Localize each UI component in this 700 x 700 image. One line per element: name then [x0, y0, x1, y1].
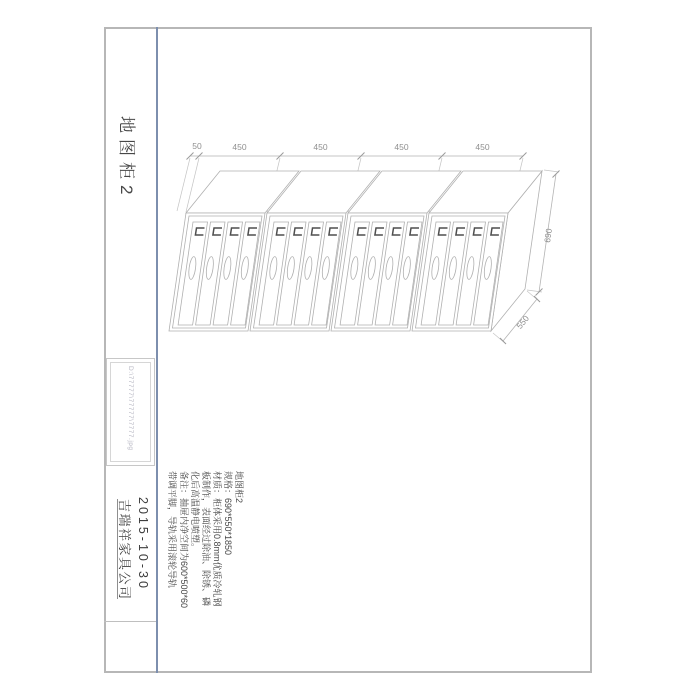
spec-line-size: 规格：690*550*1850	[222, 471, 233, 556]
dim-label-module-1: 450	[232, 142, 247, 152]
dim-label-depth: 550	[514, 313, 532, 331]
titleblock-section-divider	[104, 621, 156, 622]
drawing-title: 地图柜2	[117, 116, 136, 201]
spec-line-remark2: 带调平脚，导轨采用滚轮导轨	[167, 471, 178, 589]
spec-line-material3: 化后高温静电喷塑。	[189, 471, 200, 553]
dim-label-offset: 50	[192, 141, 202, 151]
spec-line-material2: 板制作，表面经过除油、除锈、磷	[200, 471, 211, 607]
image-placeholder-filename: D:\77777\77777\7777.jpg	[127, 366, 134, 451]
spec-line-material: 材质：柜体采用0.8mm优质冷轧钢	[211, 471, 222, 607]
drawing-date: 2015-10-30	[136, 497, 150, 591]
dim-label-height: 690	[542, 227, 554, 244]
spec-line-remark: 备注：抽屉内净空间为600*500*60	[178, 471, 189, 609]
dim-label-module-4: 450	[475, 142, 490, 152]
spec-line-title: 地图柜2	[234, 471, 244, 504]
dim-label-module-2: 450	[313, 142, 328, 152]
cabinet-drawing	[160, 128, 610, 360]
titleblock-divider	[156, 27, 158, 673]
company-name: 吉瑞祥家具公司	[117, 499, 135, 599]
dim-label-module-3: 450	[394, 142, 409, 152]
spec-notes	[166, 471, 244, 649]
